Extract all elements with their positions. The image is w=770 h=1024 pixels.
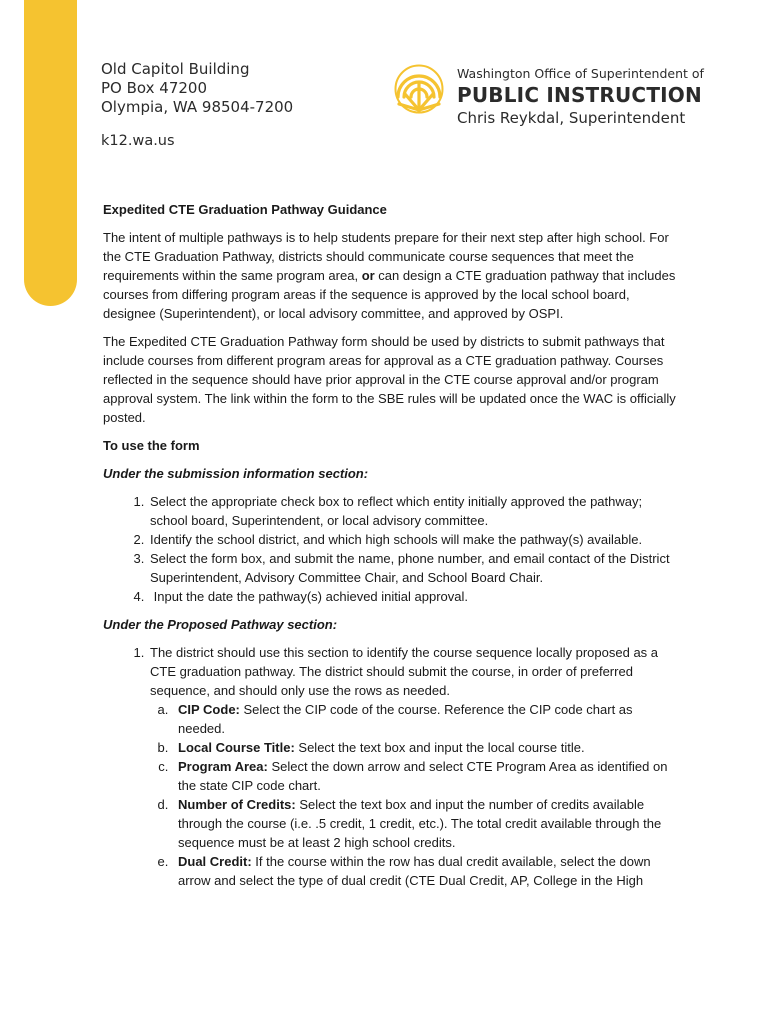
field-term-local-course-title: Local Course Title: [178, 740, 295, 755]
proposed-substeps-list [150, 700, 683, 890]
letterhead-address [101, 60, 293, 117]
document-title: Expedited CTE Graduation Pathway Guidance [103, 202, 387, 217]
list-item: 2. Identify the school district, and which high schools will make the pathway(s) available. [148, 530, 683, 549]
agency-line-1: Washington Office of Superintendent of [457, 66, 704, 81]
proposed-step-text: The district should use this section to identify the course sequence locally proposed as a CTE graduation pathway. The district should submit the course, in order of preferred sequence, and should only use the rows as needed. [150, 645, 659, 698]
field-term-program-area: Program Area: [178, 759, 268, 774]
field-term-number-of-credits: Number of Credits: [178, 797, 296, 812]
list-item: 3. Select the form box, and submit the name, phone number, and email contact of the District Superintendent, Advisory Committee Chair, and School Board Chair. [148, 549, 683, 587]
proposed-steps-list [103, 643, 683, 890]
field-description: Select the text box and input the number of credits available through the course (i.e. .5 credit, 1 credit, etc.). The total credit available through the sequence must be at least 2 high school credits. [178, 797, 662, 850]
use-form-heading: To use the form [103, 438, 200, 453]
intro-emphasis: or [361, 268, 375, 283]
list-item [172, 852, 683, 890]
agency-name [457, 66, 704, 128]
field-description: Select the text box and input the local course title. [294, 740, 585, 755]
address-line: Old Capitol Building [101, 60, 250, 78]
list-item [172, 795, 683, 852]
agency-line-2: PUBLIC INSTRUCTION [457, 83, 702, 107]
submission-section-heading: Under the submission information section: [103, 466, 369, 481]
form-usage-paragraph: The Expedited CTE Graduation Pathway form should be used by districts to submit pathways that include courses from different program areas for approval as a CTE graduation pathway. Courses reflected in the sequence should have prior approval in the CTE course approval and/or program approval system. The link within the form to the SBE rules will be updated once the WAC is officially posted. [103, 334, 676, 425]
list-item [172, 757, 683, 795]
agency-line-3: Chris Reykdal, Superintendent [457, 109, 686, 127]
intro-text-start: The intent of multiple pathways is to help students prepare for their next step after high school. For the CTE Graduation Pathway, districts should communicate course sequences that meet the requirements within the same program area, [103, 230, 669, 283]
list-item: 1. Select the appropriate check box to reflect which entity initially approved the pathway; school board, Superintendent, or local advisory committee. [148, 492, 683, 530]
field-description: Select the down arrow and select CTE Program Area as identified on the state CIP code chart. [178, 759, 668, 793]
list-item [172, 700, 683, 738]
field-description: If the course within the row has dual credit available, select the down arrow and select the type of dual credit (CTE Dual Credit, AP, College in the High [178, 854, 651, 888]
list-item: 4. Input the date the pathway(s) achieved initial approval. [148, 587, 683, 606]
field-term-dual-credit: Dual Credit: [178, 854, 252, 869]
intro-text-end: can design a CTE graduation pathway that includes courses from differing program areas if the sequence is approved by the local school board, designee (Superintendent), or local advisory committee, and approved by OSPI. [103, 268, 676, 321]
address-line: PO Box 47200 [101, 79, 207, 97]
submission-steps-list [103, 492, 683, 606]
document-body [103, 200, 683, 899]
field-term-cip-code: CIP Code: [178, 702, 240, 717]
accent-bar [24, 0, 77, 306]
website-link[interactable]: k12.wa.us [101, 133, 175, 149]
list-item [148, 643, 683, 890]
field-description: Select the CIP code of the course. Reference the CIP code chart as needed. [178, 702, 633, 736]
intro-paragraph [103, 228, 683, 323]
sunrise-logo-icon [394, 64, 444, 114]
address-line: Olympia, WA 98504-7200 [101, 98, 294, 116]
list-item [172, 738, 683, 757]
proposed-section-heading: Under the Proposed Pathway section: [103, 617, 338, 632]
